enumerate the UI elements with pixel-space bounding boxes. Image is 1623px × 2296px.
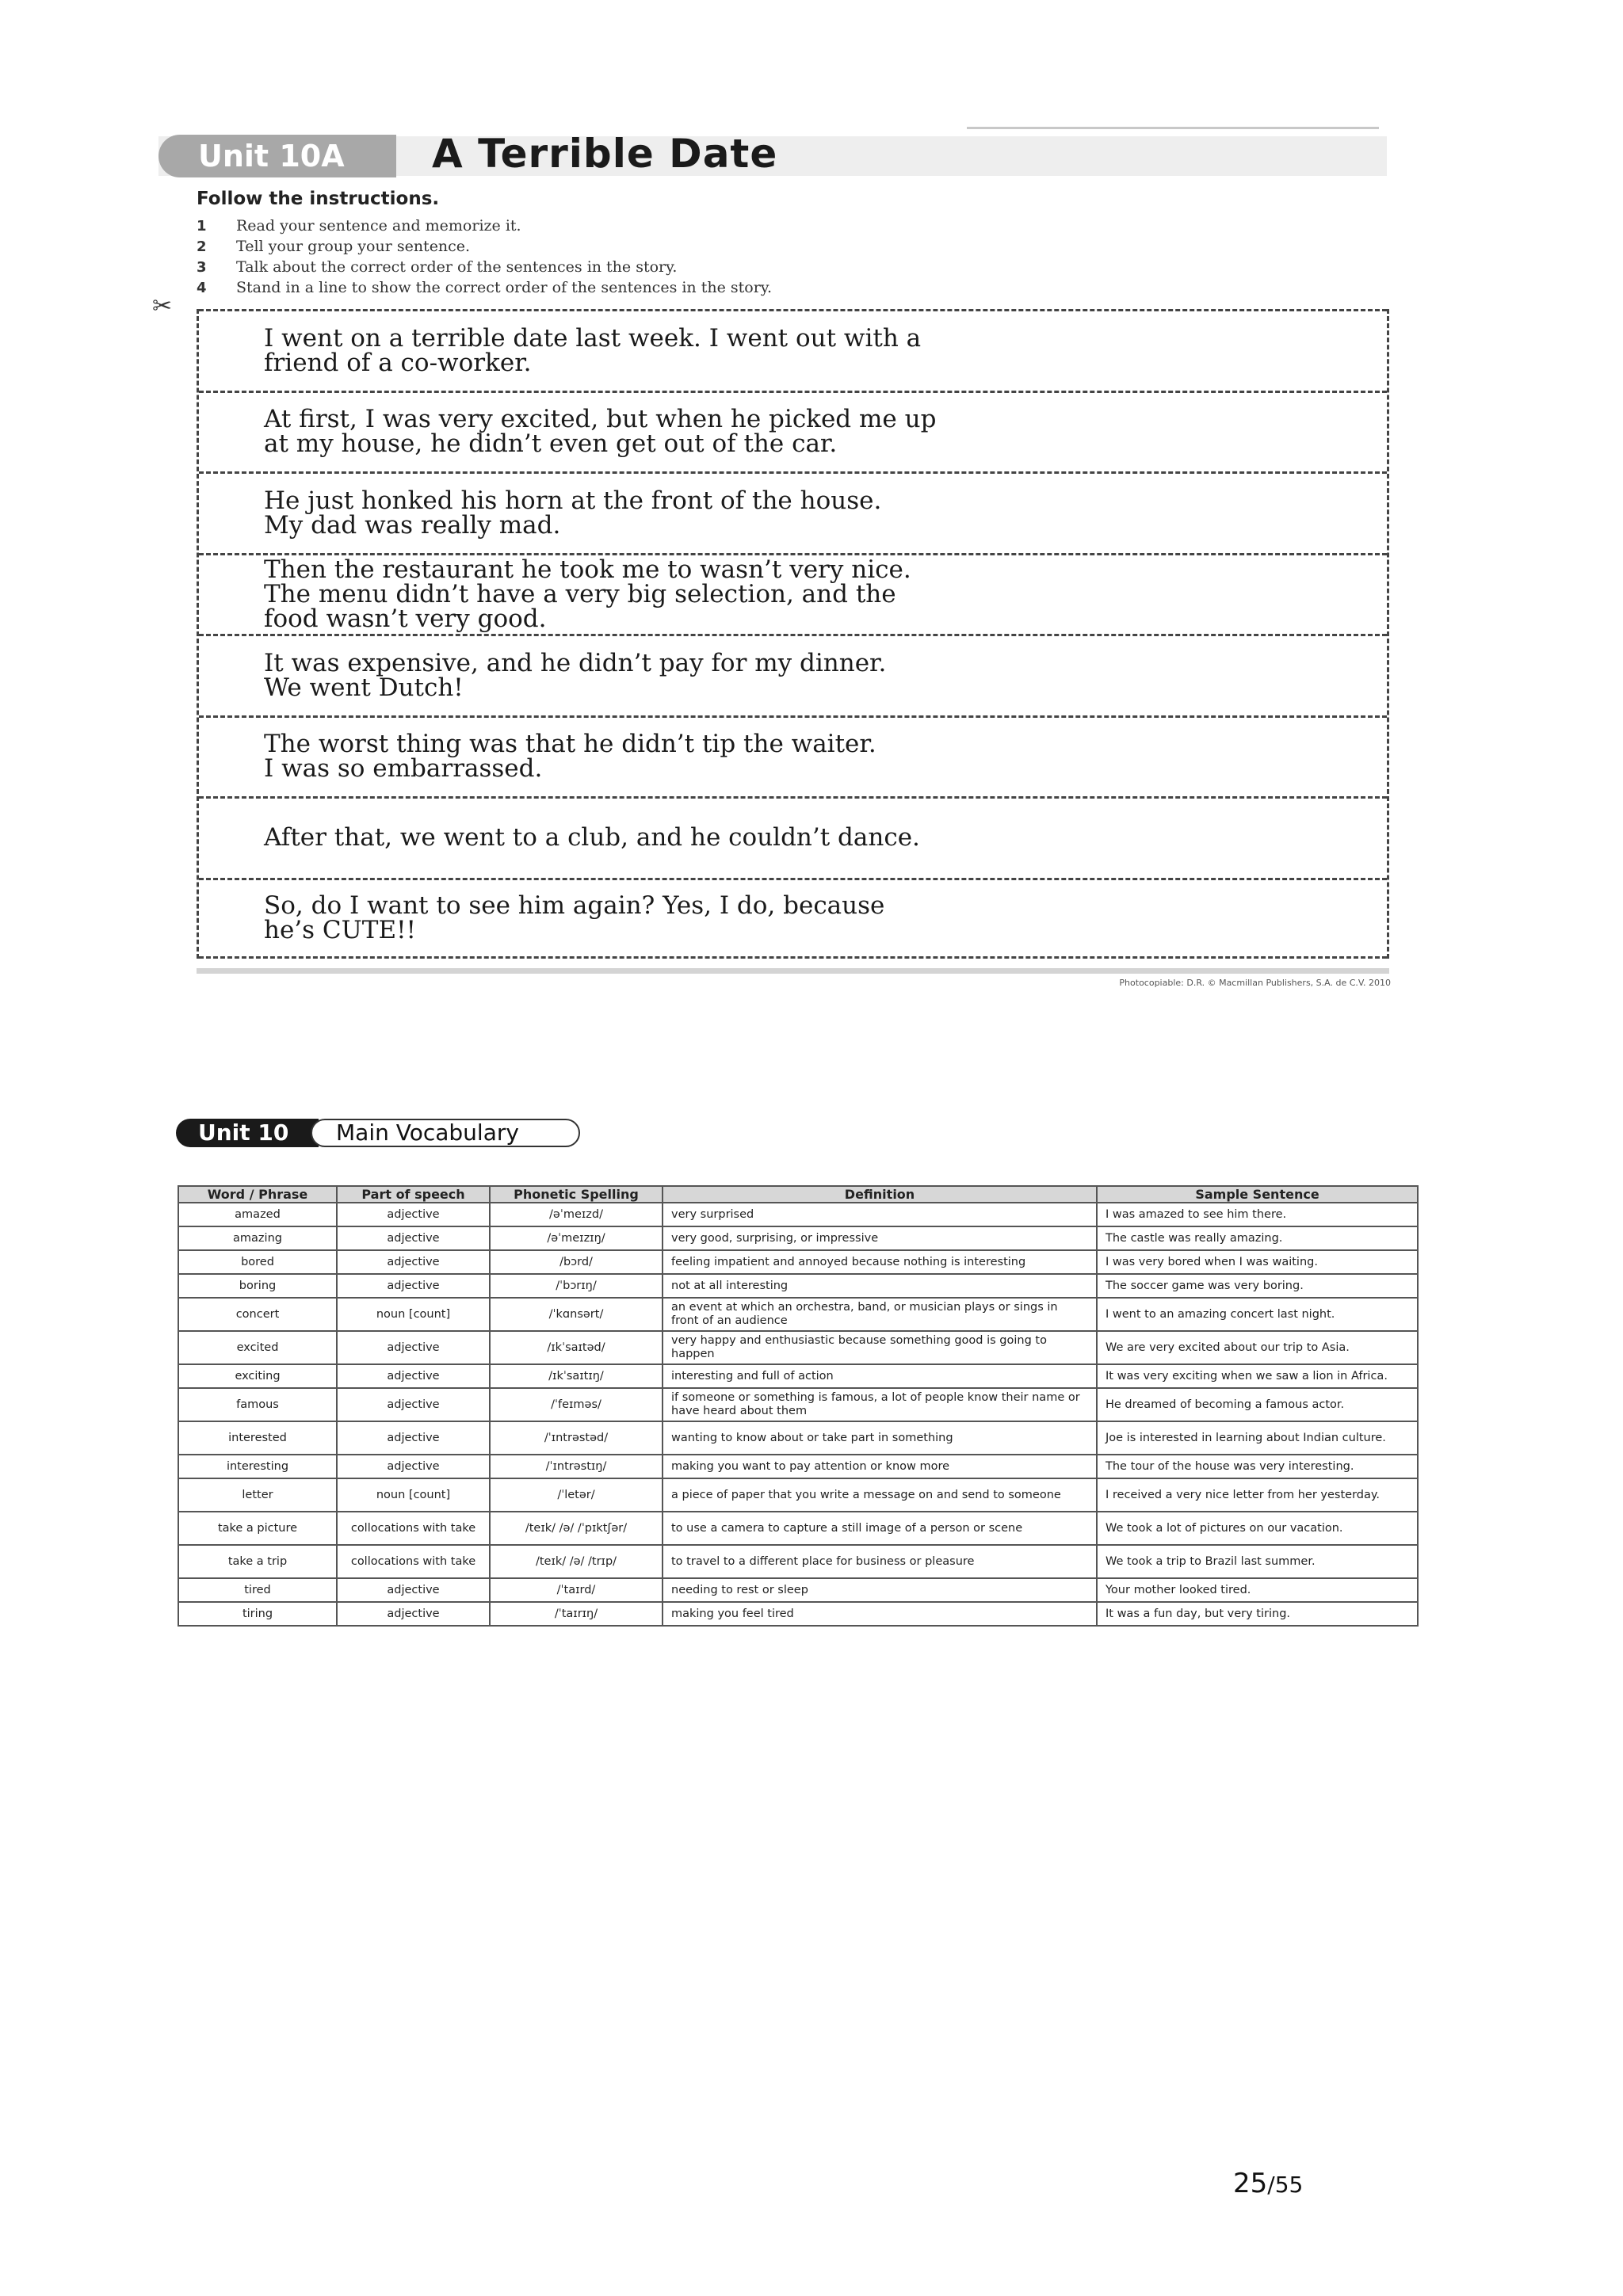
cell-part-of-speech: adjective [337, 1331, 490, 1364]
cell-definition: wanting to know about or take part in something [663, 1421, 1097, 1455]
cell-part-of-speech: collocations with take [337, 1545, 490, 1578]
cell-definition: an event at which an orchestra, band, or musician plays or sings in front of an audience [663, 1298, 1097, 1331]
instruction-item [197, 257, 1068, 277]
cell-phonetic: /ˈtaɪrd/ [490, 1578, 663, 1602]
cell-sample-sentence: It was very exciting when we saw a lion in Africa. [1097, 1364, 1418, 1388]
cell-sample-sentence: I was amazed to see him there. [1097, 1203, 1418, 1226]
sentence-strip: After that, we went to a club, and he couldn’t dance. [199, 796, 1387, 878]
column-header: Part of speech [337, 1186, 490, 1203]
table-row [178, 1331, 1418, 1364]
table-row [178, 1545, 1418, 1578]
strips-bottom-rule [197, 968, 1389, 974]
cell-definition: to travel to a different place for business or pleasure [663, 1545, 1097, 1578]
cell-word: famous [178, 1388, 337, 1421]
cell-sample-sentence: I received a very nice letter from her yesterday. [1097, 1478, 1418, 1512]
vocabulary-table [178, 1185, 1419, 1627]
scissors-icon: ✂ [152, 292, 173, 320]
instruction-text: Talk about the correct order of the sentences in the story. [236, 258, 678, 276]
cell-sample-sentence: It was a fun day, but very tiring. [1097, 1602, 1418, 1626]
cell-phonetic: /əˈmeɪzd/ [490, 1203, 663, 1226]
instruction-item [197, 236, 1068, 257]
cell-definition: if someone or something is famous, a lot of people know their name or have heard about them [663, 1388, 1097, 1421]
table-row [178, 1478, 1418, 1512]
cell-part-of-speech: adjective [337, 1364, 490, 1388]
cell-phonetic: /ɪkˈsaɪtəd/ [490, 1331, 663, 1364]
cell-definition: very happy and enthusiastic because something good is going to happen [663, 1331, 1097, 1364]
cell-definition: needing to rest or sleep [663, 1578, 1097, 1602]
cell-word: take a picture [178, 1512, 337, 1545]
instruction-text: Read your sentence and memorize it. [236, 217, 521, 235]
column-header: Phonetic Spelling [490, 1186, 663, 1203]
instruction-number: 3 [197, 258, 207, 276]
instructions-heading: Follow the instructions. [197, 189, 440, 209]
table-row [178, 1274, 1418, 1298]
worksheet-title: A Terrible Date [432, 131, 778, 177]
cell-part-of-speech: noun [count] [337, 1298, 490, 1331]
vocabulary-title: Main Vocabulary [311, 1119, 580, 1147]
cell-sample-sentence: Your mother looked tired. [1097, 1578, 1418, 1602]
cell-phonetic: /ˈfeɪməs/ [490, 1388, 663, 1421]
cell-sample-sentence: He dreamed of becoming a famous actor. [1097, 1388, 1418, 1421]
table-row [178, 1364, 1418, 1388]
unit-label: Unit 10A [158, 135, 396, 177]
instruction-number: 1 [197, 217, 207, 235]
cell-word: amazed [178, 1203, 337, 1226]
table-row [178, 1578, 1418, 1602]
instructions-list [197, 215, 1068, 298]
cell-definition: making you feel tired [663, 1602, 1097, 1626]
table-row [178, 1203, 1418, 1226]
cell-word: tiring [178, 1602, 337, 1626]
table-row [178, 1226, 1418, 1250]
cell-phonetic: /bɔrd/ [490, 1250, 663, 1274]
cell-phonetic: /ˈɪntrəstəd/ [490, 1421, 663, 1455]
sentence-strip: So, do I want to see him again? Yes, I do, because he’s CUTE!! [199, 878, 1387, 959]
cell-sample-sentence: I was very bored when I was waiting. [1097, 1250, 1418, 1274]
column-header: Sample Sentence [1097, 1186, 1418, 1203]
cell-definition: a piece of paper that you write a message on and send to someone [663, 1478, 1097, 1512]
cell-phonetic: /ˈkɑnsərt/ [490, 1298, 663, 1331]
cell-sample-sentence: The tour of the house was very interesting. [1097, 1455, 1418, 1478]
cell-phonetic: /ɪkˈsaɪtɪŋ/ [490, 1364, 663, 1388]
cell-word: excited [178, 1331, 337, 1364]
vocabulary-table-body [178, 1203, 1418, 1626]
vocabulary-unit-label: Unit 10 [176, 1119, 319, 1147]
cell-sample-sentence: We took a trip to Brazil last summer. [1097, 1545, 1418, 1578]
sentence-strip: At first, I was very excited, but when he picked me up at my house, he didn’t even get out of the car. [199, 391, 1387, 472]
cell-definition: very surprised [663, 1203, 1097, 1226]
cell-part-of-speech: adjective [337, 1602, 490, 1626]
table-row [178, 1388, 1418, 1421]
table-row [178, 1455, 1418, 1478]
cell-word: bored [178, 1250, 337, 1274]
cell-part-of-speech: adjective [337, 1274, 490, 1298]
cell-phonetic: /teɪk/ /ə/ /trɪp/ [490, 1545, 663, 1578]
table-row [178, 1250, 1418, 1274]
cell-sample-sentence: We are very excited about our trip to Asia. [1097, 1331, 1418, 1364]
cell-word: exciting [178, 1364, 337, 1388]
cell-part-of-speech: adjective [337, 1388, 490, 1421]
cell-phonetic: /ˈletər/ [490, 1478, 663, 1512]
cell-part-of-speech: adjective [337, 1203, 490, 1226]
instruction-number: 2 [197, 238, 207, 255]
sentence-strip: It was expensive, and he didn’t pay for my dinner. We went Dutch! [199, 634, 1387, 715]
cell-part-of-speech: adjective [337, 1578, 490, 1602]
cell-definition: feeling impatient and annoyed because nothing is interesting [663, 1250, 1097, 1274]
cell-part-of-speech: adjective [337, 1421, 490, 1455]
cell-sample-sentence: I went to an amazing concert last night. [1097, 1298, 1418, 1331]
cell-phonetic: /əˈmeɪzɪŋ/ [490, 1226, 663, 1250]
instruction-item [197, 215, 1068, 236]
sentence-strip: Then the restaurant he took me to wasn’t very nice. The menu didn’t have a very big selection, and the food wasn’t very good. [199, 553, 1387, 635]
cell-word: interested [178, 1421, 337, 1455]
cell-phonetic: /teɪk/ /ə/ /ˈpɪktʃər/ [490, 1512, 663, 1545]
cell-sample-sentence: The castle was really amazing. [1097, 1226, 1418, 1250]
cell-word: boring [178, 1274, 337, 1298]
sentence-strip: I went on a terrible date last week. I went out with a friend of a co-worker. [199, 309, 1387, 391]
cell-word: interesting [178, 1455, 337, 1478]
cell-word: tired [178, 1578, 337, 1602]
sentence-strips [197, 309, 1389, 959]
header-rule [967, 127, 1379, 129]
table-row [178, 1512, 1418, 1545]
cell-part-of-speech: collocations with take [337, 1512, 490, 1545]
cell-definition: to use a camera to capture a still image of a person or scene [663, 1512, 1097, 1545]
sentence-strip: He just honked his horn at the front of the house. My dad was really mad. [199, 471, 1387, 553]
cell-word: letter [178, 1478, 337, 1512]
cell-word: amazing [178, 1226, 337, 1250]
cell-phonetic: /ˈtaɪrɪŋ/ [490, 1602, 663, 1626]
sentence-strip: The worst thing was that he didn’t tip the waiter. I was so embarrassed. [199, 715, 1387, 797]
instruction-number: 4 [197, 279, 207, 296]
page-total: /55 [1267, 2172, 1304, 2198]
table-row [178, 1602, 1418, 1626]
cell-definition: very good, surprising, or impressive [663, 1226, 1097, 1250]
instruction-text: Stand in a line to show the correct order of the sentences in the story. [236, 279, 773, 296]
cell-sample-sentence: We took a lot of pictures on our vacation. [1097, 1512, 1418, 1545]
cell-word: take a trip [178, 1545, 337, 1578]
copyright-notice: Photocopiable: D.R. © Macmillan Publishers, S.A. de C.V. 2010 [1119, 978, 1391, 988]
cell-word: concert [178, 1298, 337, 1331]
table-header-row [178, 1186, 1418, 1203]
cell-sample-sentence: The soccer game was very boring. [1097, 1274, 1418, 1298]
cell-part-of-speech: noun [count] [337, 1478, 490, 1512]
vocabulary-header [176, 1116, 580, 1150]
page-current: 25 [1233, 2168, 1268, 2199]
instruction-item [197, 277, 1068, 298]
table-row [178, 1298, 1418, 1331]
cell-part-of-speech: adjective [337, 1455, 490, 1478]
cell-definition: not at all interesting [663, 1274, 1097, 1298]
page-number [1233, 2168, 1303, 2199]
column-header: Word / Phrase [178, 1186, 337, 1203]
cell-sample-sentence: Joe is interested in learning about Indian culture. [1097, 1421, 1418, 1455]
cell-part-of-speech: adjective [337, 1250, 490, 1274]
instruction-text: Tell your group your sentence. [236, 238, 471, 255]
cell-phonetic: /ˈbɔrɪŋ/ [490, 1274, 663, 1298]
cell-definition: making you want to pay attention or know more [663, 1455, 1097, 1478]
cell-phonetic: /ˈɪntrəstɪŋ/ [490, 1455, 663, 1478]
column-header: Definition [663, 1186, 1097, 1203]
cell-part-of-speech: adjective [337, 1226, 490, 1250]
table-row [178, 1421, 1418, 1455]
cell-definition: interesting and full of action [663, 1364, 1097, 1388]
